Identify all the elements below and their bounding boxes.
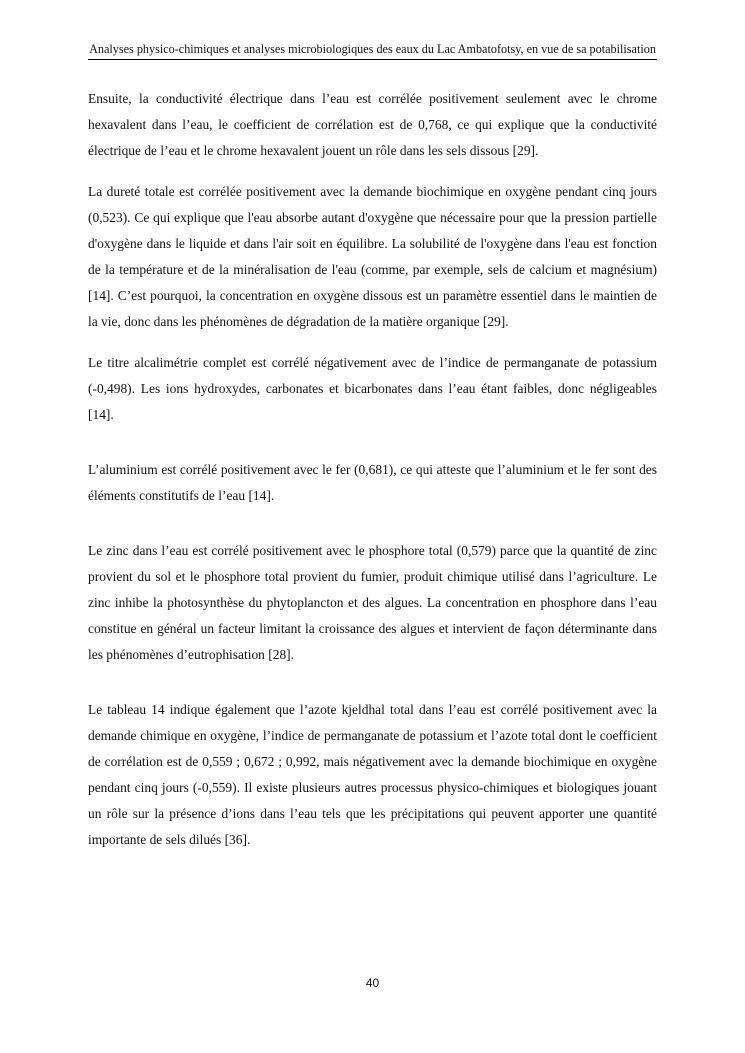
paragraph-hardness: La dureté totale est corrélée positivement avec la demande biochimique en oxygène pendant cinq jours (0,523). Ce qui explique que l'eau absorbe autant d'oxygène que nécessaire pour que la pression partielle d'oxygène dans le liquide et dans l'air soit en équilibre. La solubilité de l'oxygène dans l'eau est fonction de la température et de la minéralisation de l'eau (comme, par exemple, sels de calcium et magnésium) [14]. C’est pourquoi, la concentration en oxygène dissous est un paramètre essentiel dans le maintien de la vie, donc dans les phénomènes de dégradation de la matière organique [29].	[88, 184, 657, 329]
document-body	[88, 86, 657, 853]
page-header: Analyses physico-chimiques et analyses microbiologiques des eaux du Lac Ambatofotsy, en vue de sa potabilisation	[88, 41, 657, 60]
paragraph-conductivity: Ensuite, la conductivité électrique dans l’eau est corrélée positivement seulement avec le chrome hexavalent dans l’eau, le coefficient de corrélation est de 0,768, ce qui explique que la conductivité électrique de l’eau et le chrome hexavalent jouent un rôle dans les sels dissous [29].	[88, 91, 657, 158]
paragraph-aluminium: L’aluminium est corrélé positivement avec le fer (0,681), ce qui atteste que l’aluminium et le fer sont des éléments constitutifs de l’eau [14].	[88, 462, 657, 503]
paragraph-alkalinity: Le titre alcalimétrie complet est corrélé négativement avec de l’indice de permanganate de potassium (-0,498). Les ions hydroxydes, carbonates et bicarbonates dans l’eau étant faibles, donc négligeables [14].	[88, 355, 657, 422]
paragraph-zinc: Le zinc dans l’eau est corrélé positivement avec le phosphore total (0,579) parce que la quantité de zinc provient du sol et le phosphore total provient du fumier, produit chimique utilisé dans l’agriculture. Le zinc inhibe la photosynthèse du phytoplancton et des algues. La concentration en phosphore dans l’eau constitue en général un facteur limitant la croissance des algues et intervient de façon déterminante dans les phénomènes d’eutrophisation [28].	[88, 543, 657, 662]
page-number: 40	[365, 976, 380, 990]
paragraph-kjeldahl-nitrogen: Le tableau 14 indique également que l’azote kjeldhal total dans l’eau est corrélé positivement avec la demande chimique en oxygène, l’indice de permanganate de potassium et l’azote total dont le coefficient de corrélation est de 0,559 ; 0,672 ; 0,992, mais négativement avec la demande biochimique en oxygène pendant cinq jours (-0,559). Il existe plusieurs autres processus physico-chimiques et biologiques jouant un rôle sur la présence d’ions dans l’eau tels que les précipitations qui peuvent apporter une quantité importante de sels dilués [36].	[88, 702, 657, 847]
